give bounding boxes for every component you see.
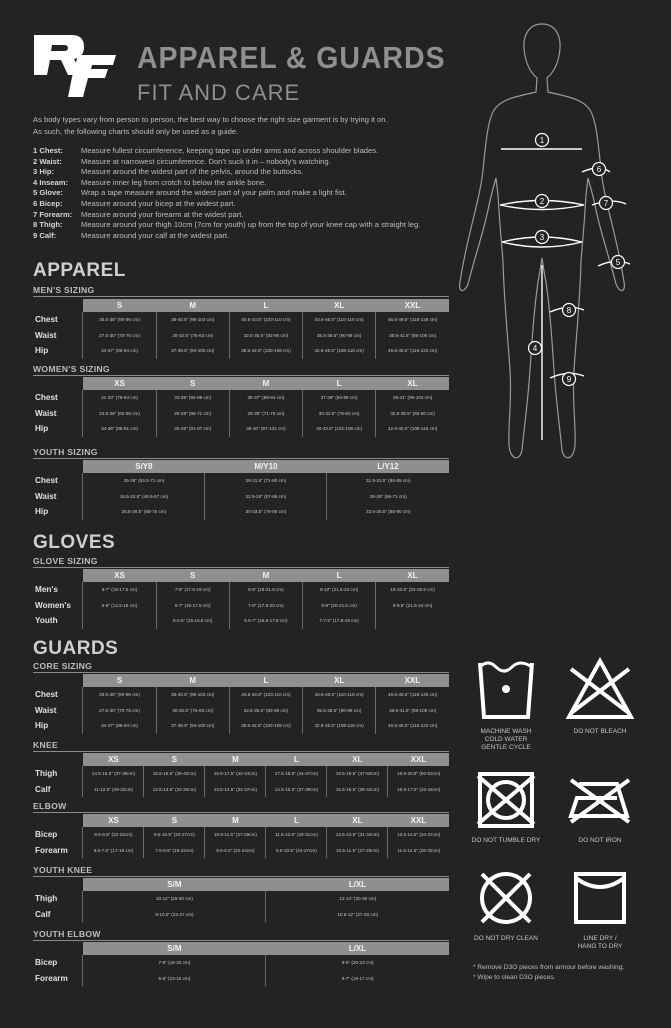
section-guards: GUARDS — [33, 638, 119, 659]
size-header: L — [229, 299, 302, 312]
no-dry-clean-icon — [474, 866, 538, 930]
size-cell: 10-10.5" (24-26.5 cm) — [376, 582, 449, 598]
youth-elbow-sizing-table — [33, 942, 449, 986]
size-header: L/XL — [266, 878, 449, 891]
row-label: Forearm — [35, 973, 68, 983]
size-header: XL — [376, 377, 449, 390]
youth-knee-sizing-table — [33, 878, 449, 922]
size-cell: 40.5-43.5" (103-110 cm) — [229, 312, 302, 328]
measurement-step — [33, 231, 420, 242]
row-label: Youth — [35, 616, 58, 626]
size-header: M — [205, 814, 266, 827]
size-header: XXL — [388, 753, 449, 766]
row-label: Men's — [35, 585, 58, 595]
size-cell: 27.5-30" (70-76 cm) — [83, 703, 156, 719]
marker-label: 2 — [539, 197, 545, 206]
size-cell: 35.5-38" (90-96 cm) — [83, 312, 156, 328]
size-cell: 9.5-10.5" (24-27cm) — [266, 843, 327, 859]
youth-sizing-table — [33, 460, 449, 520]
size-header: S — [156, 569, 229, 582]
size-cell: 13.5-14.5" (34-37cm) — [205, 782, 266, 798]
table-row — [33, 613, 449, 629]
size-header: L/Y12 — [327, 460, 449, 473]
divider — [33, 567, 449, 568]
size-cell: 40-42.5" (102-108 cm) — [303, 421, 376, 437]
table-row — [33, 582, 449, 598]
table-row — [33, 312, 449, 328]
table-row — [33, 955, 449, 971]
size-cell: 18.5-19.5" (47-50cm) — [327, 766, 388, 782]
marker-label: 3 — [539, 233, 545, 242]
size-cell: 15.5-16.5" (39-42cm) — [327, 782, 388, 798]
care-label — [550, 935, 650, 951]
size-cell: 9.5-10.5" (24-27cm) — [144, 827, 205, 843]
step-text: Measure around the widest part of the pelvis, around the buttocks. — [81, 167, 304, 177]
size-header: S — [144, 814, 205, 827]
core-sizing-title: CORE SIZING — [33, 661, 93, 671]
size-header: S/M — [83, 942, 266, 955]
size-cell: 8.5-9.5" (22-24cm) — [205, 843, 266, 859]
size-cell: 37-39.5" (94-100 cm) — [156, 718, 229, 734]
size-header: L/XL — [266, 942, 449, 955]
divider — [33, 296, 449, 297]
size-header: M — [205, 753, 266, 766]
size-cell: 28-30" (71-76 cm) — [229, 406, 302, 422]
row-label: Hip — [35, 721, 49, 731]
size-header: XXL — [376, 299, 449, 312]
size-cell: 19.5-22.5" (49.5-57 cm) — [83, 489, 205, 505]
size-cell: 35.5-38.5" (90-98 cm) — [303, 703, 376, 719]
size-header: XL — [376, 569, 449, 582]
size-cell: 16.5-17.5" (42-44cm) — [205, 766, 266, 782]
marker-label: 8 — [566, 306, 572, 315]
size-cell: 33.5-35.5" (85-90 cm) — [327, 504, 449, 520]
size-header: S/Y8 — [83, 460, 205, 473]
step-key: 1 Chest: — [33, 146, 63, 155]
size-cell: 6.5-7" (16.5-17.8 cm) — [229, 613, 302, 629]
size-cell: 39.5-42.5" (100-108 cm) — [229, 343, 302, 359]
size-cell: 32.5-35.5" (83-90 cm) — [376, 406, 449, 422]
size-cell: 10.5-11.5" (27-29cm) — [205, 827, 266, 843]
size-cell: 12.5-13.5" (32-34cm) — [144, 782, 205, 798]
size-cell: 27.5-30" (70-76 cm) — [83, 328, 156, 344]
table-row — [33, 891, 449, 907]
size-cell: 30-32.5" (76-83 cm) — [156, 328, 229, 344]
size-cell: 5-6" (13-15 cm) — [83, 971, 266, 987]
marker-label: 7 — [603, 199, 609, 208]
header-blank — [33, 299, 83, 312]
youth-knee-title: YOUTH KNEE — [33, 865, 93, 875]
row-label: Waist — [35, 408, 57, 418]
step-key: 4 Inseam: — [33, 177, 69, 187]
size-header: S — [156, 377, 229, 390]
size-cell: 7.5-8.5" (19-22cm) — [144, 843, 205, 859]
table-row — [33, 343, 449, 359]
size-cell: 38.5-41.5" (98-105 cm) — [376, 328, 449, 344]
size-cell: 45.5-48.5" (116-123 cm) — [376, 718, 449, 734]
table-row — [33, 782, 449, 798]
marker-label: 4 — [532, 344, 538, 353]
divider — [33, 458, 449, 459]
size-cell: 30-32.5" (76-83 cm) — [303, 406, 376, 422]
size-cell: 14.5-15.5" (37-39cm) — [266, 782, 327, 798]
row-label: Women's — [35, 600, 71, 610]
womens-sizing-table — [33, 377, 449, 437]
divider — [33, 672, 449, 673]
size-cell: 15.5-16.5" (39-42cm) — [144, 766, 205, 782]
size-cell: 22.5-26" (57-66 cm) — [205, 489, 327, 505]
row-label: Chest — [35, 393, 58, 403]
size-cell: 10-12" (25-30 cm) — [83, 891, 266, 907]
row-label: Hip — [35, 507, 49, 517]
size-cell: 34-37" (86-94 cm) — [83, 718, 156, 734]
table-row — [33, 827, 449, 843]
size-cell: 8-9" (19-21.5 cm) — [229, 582, 302, 598]
measurement-step — [33, 220, 420, 231]
row-label: Bicep — [35, 958, 58, 968]
row-label: Forearm — [35, 845, 68, 855]
race-face-logo — [32, 33, 118, 99]
row-label: Bicep — [35, 830, 58, 840]
divider — [33, 876, 449, 877]
divider — [33, 940, 449, 941]
size-cell: 26-28" (66-71 cm) — [156, 406, 229, 422]
size-cell: 19.5-20.5" (50-52cm) — [388, 766, 449, 782]
size-cell: 34-37" (86-94 cm) — [83, 343, 156, 359]
step-text: Measure around your thigh 10cm (7cm for youth) up from the top of your knee cap with a straight leg. — [81, 220, 421, 230]
size-cell: 9-10.5" (23-27 cm) — [83, 907, 266, 923]
table-row — [33, 504, 449, 520]
marker-label: 9 — [566, 375, 572, 384]
size-cell: 30-33.5" (76-85 cm) — [205, 504, 327, 520]
measurement-step — [33, 199, 420, 210]
table-row — [33, 718, 449, 734]
elbow-sizing-table — [33, 814, 449, 858]
measurement-step — [33, 188, 420, 199]
section-gloves: GLOVES — [33, 532, 116, 553]
size-cell: 43.5-46.5" (110-118 cm) — [303, 312, 376, 328]
size-header: L — [266, 814, 327, 827]
size-cell — [83, 613, 156, 629]
table-row — [33, 328, 449, 344]
intro-text — [33, 114, 388, 137]
care-label: DO NOT TUMBLE DRY — [471, 837, 541, 844]
divider — [33, 751, 449, 752]
size-cell: 45.5-48.5" (116-123 cm) — [376, 343, 449, 359]
size-cell: 42.5-45.5" (108-116 cm) — [303, 343, 376, 359]
size-cell: 13.5-14.5" (34-37cm) — [388, 827, 449, 843]
elbow-title: ELBOW — [33, 801, 67, 811]
size-header: M — [229, 569, 302, 582]
measurement-step — [33, 146, 420, 157]
size-cell: 32.5-35.5" (83-90 cm) — [229, 703, 302, 719]
care-no-iron — [550, 768, 650, 845]
care-label — [456, 728, 556, 752]
row-label: Chest — [35, 690, 58, 700]
size-cell: 6-7" (15-17.5 cm) — [156, 598, 229, 614]
row-label: Thigh — [35, 769, 58, 779]
step-key: 7 Forearm: — [33, 209, 73, 219]
care-no-tumble-dry — [456, 768, 556, 845]
size-header: XL — [303, 299, 376, 312]
header-blank — [33, 377, 83, 390]
intro-line: As body types vary from person to person, the best way to choose the right size garment is by trying it on. — [33, 115, 388, 124]
page-subtitle: FIT AND CARE — [137, 80, 301, 105]
size-cell — [376, 613, 449, 629]
care-label-line: GENTLE CYCLE — [481, 744, 531, 751]
intro-line: As such, the following charts should only be used as a guide. — [33, 126, 239, 136]
size-cell: 28-31.5" (71-80 cm) — [205, 473, 327, 489]
size-cell: 5-6" (12.5-15 cm) — [83, 598, 156, 614]
size-cell: 31.5-33.5" (80-85 cm) — [327, 473, 449, 489]
header-blank — [33, 814, 83, 827]
size-header: XS — [83, 569, 156, 582]
size-cell: 37-39.5" (94-100 cm) — [156, 343, 229, 359]
size-cell: 10.5-12" (27-30 cm) — [266, 907, 449, 923]
size-cell: 33-35" (84-89 cm) — [156, 390, 229, 406]
header-blank — [33, 460, 83, 473]
header-blank — [33, 569, 83, 582]
marker-label: 5 — [615, 258, 621, 267]
care-label: DO NOT IRON — [578, 837, 622, 844]
size-cell: 40.5-43.5" (103-110 cm) — [229, 687, 302, 703]
size-cell: 6.5-7.5" (17-19 cm) — [83, 843, 144, 859]
size-cell: 7-8" (17.5-19 cm) — [156, 582, 229, 598]
glove-sizing-title: GLOVE SIZING — [33, 556, 98, 566]
marker-label: 6 — [596, 165, 602, 174]
size-cell: 10.5-11.5" (27-29cm) — [327, 843, 388, 859]
size-cell: 9-9.5" (21.5-24 cm) — [376, 598, 449, 614]
size-cell: 43.5-46.5" (110-118 cm) — [303, 687, 376, 703]
step-text: Measure inner leg from crotch to below the ankle bone. — [81, 177, 267, 187]
size-cell: 7-8" (18-20 cm) — [83, 955, 266, 971]
care-label-line: HANG TO DRY — [577, 943, 623, 950]
size-cell: 25-28" (63.5-71 cm) — [83, 473, 205, 489]
size-cell: 39.5-42.5" (100-108 cm) — [229, 718, 302, 734]
size-header: XL — [327, 814, 388, 827]
row-label: Chest — [35, 476, 58, 486]
size-cell: 16.5-17.5" (42-44cm) — [388, 782, 449, 798]
size-cell: 36-38" (91-97 cm) — [156, 421, 229, 437]
size-cell: 12.5-13.5" (31-34cm) — [327, 827, 388, 843]
table-row — [33, 390, 449, 406]
size-cell: 38.5-41.5" (98-105 cm) — [376, 703, 449, 719]
header-blank — [33, 753, 83, 766]
mens-sizing-table — [33, 299, 449, 359]
size-cell: 26-28" (66-71 cm) — [327, 489, 449, 505]
size-header: XS — [83, 377, 156, 390]
step-text: Measure around your calf at the widest part. — [81, 230, 230, 240]
size-header: XXL — [376, 674, 449, 687]
size-cell: 35.5-38.5" (90-98 cm) — [303, 328, 376, 344]
size-cell: 24.5-26" (62-66 cm) — [83, 406, 156, 422]
divider — [33, 375, 449, 376]
divider — [33, 812, 449, 813]
header-blank — [33, 878, 83, 891]
header-blank — [33, 674, 83, 687]
care-label-line: LINE DRY / — [583, 935, 617, 942]
size-header: M — [156, 299, 229, 312]
body-measurement-figure — [450, 20, 650, 470]
step-text: Measure at narrowest circumference. Don’t suck it in – nobody’s watching. — [81, 156, 331, 166]
row-label: Hip — [35, 346, 49, 356]
size-cell: 14.5-15.5" (37-39cm) — [83, 766, 144, 782]
row-label: Waist — [35, 705, 57, 715]
size-cell: 17.5-18.5" (44-47cm) — [266, 766, 327, 782]
size-cell: 42.5-45.5" (108-116 cm) — [303, 718, 376, 734]
step-key: 5 Glove: — [33, 188, 63, 198]
mens-sizing-title: MEN'S SIZING — [33, 285, 95, 295]
size-header: S — [83, 299, 156, 312]
size-cell: 39-41" (99-104 cm) — [376, 390, 449, 406]
size-header: M — [229, 377, 302, 390]
care-notes — [473, 963, 624, 982]
table-row — [33, 703, 449, 719]
care-no-dry-clean — [456, 866, 556, 943]
step-text: Measure fullest circumference, keeping tape up under arms and across shoulder blades. — [81, 146, 379, 155]
size-cell: 6-6.5" (15-16.5 cm) — [156, 613, 229, 629]
size-header: S — [144, 753, 205, 766]
care-line-dry — [550, 866, 650, 951]
size-cell: 25.5-28.5" (68-76 cm) — [83, 504, 205, 520]
table-row — [33, 473, 449, 489]
row-label: Calf — [35, 784, 51, 794]
size-header: L — [266, 753, 327, 766]
step-text: Wrap a tape measure around the widest part of your palm and make a light fist. — [81, 188, 347, 198]
size-header: XXL — [388, 814, 449, 827]
youth-elbow-title: YOUTH ELBOW — [33, 929, 101, 939]
step-text: Measure around your bicep at the widest part. — [81, 198, 236, 208]
size-header: S/M — [83, 878, 266, 891]
row-label: Calf — [35, 909, 51, 919]
care-label: DO NOT BLEACH — [573, 728, 627, 735]
size-header: S — [83, 674, 156, 687]
size-header: XS — [83, 814, 144, 827]
size-cell: 38-40.5" (96-103 cm) — [156, 312, 229, 328]
machine-wash-icon — [474, 655, 538, 723]
note-line: * Wipe to clean D3O pieces. — [473, 973, 556, 981]
knee-sizing-table — [33, 753, 449, 797]
table-row — [33, 687, 449, 703]
table-row — [33, 766, 449, 782]
glove-sizing-table — [33, 569, 449, 629]
step-key: 9 Calf: — [33, 230, 57, 240]
size-header: XS — [83, 753, 144, 766]
size-cell: 42.5-45.5" (108-116 cm) — [376, 421, 449, 437]
care-machine-wash — [456, 655, 556, 752]
size-cell: 46.5-49.5" (118-126 cm) — [376, 687, 449, 703]
size-cell: 38-40.5" (96-103 cm) — [156, 687, 229, 703]
note-line: * Remove D3O pieces from armour before washing. — [473, 964, 625, 971]
care-label-line: COLD WATER — [484, 736, 528, 743]
size-cell: 6-7" (15-17 cm) — [266, 971, 449, 987]
size-cell: 11-12.5" (29-32cm) — [83, 782, 144, 798]
table-row — [33, 907, 449, 923]
womens-sizing-title: WOMEN'S SIZING — [33, 364, 110, 374]
row-label: Waist — [35, 491, 57, 501]
size-cell: 7-8" (17.5-20 cm) — [229, 598, 302, 614]
size-cell: 8-9" (20-23 cm) — [266, 955, 449, 971]
row-label: Chest — [35, 315, 58, 325]
knee-title: KNEE — [33, 740, 59, 750]
size-cell: 32.5-35.5" (83-90 cm) — [229, 328, 302, 344]
size-cell: 31-33" (79-84 cm) — [83, 390, 156, 406]
size-cell: 35-37" (89-94 cm) — [229, 390, 302, 406]
step-text: Measure around your forearm at the widest part. — [81, 209, 244, 219]
size-cell: 46.5-49.5" (118-126 cm) — [376, 312, 449, 328]
table-row — [33, 843, 449, 859]
row-label: Thigh — [35, 894, 58, 904]
size-cell: 37-39" (94-99 cm) — [303, 390, 376, 406]
size-header: L — [303, 569, 376, 582]
step-key: 3 Hip: — [33, 167, 55, 177]
table-row — [33, 971, 449, 987]
table-row — [33, 489, 449, 505]
size-header: XL — [327, 753, 388, 766]
line-dry-icon — [568, 866, 632, 930]
page-title: APPAREL & GUARDS — [137, 40, 446, 75]
care-no-bleach — [550, 655, 650, 736]
no-iron-icon — [565, 768, 635, 832]
size-header: L — [229, 674, 302, 687]
header-blank — [33, 942, 83, 955]
no-tumble-dry-icon — [474, 768, 538, 832]
size-cell: 34-36" (86-91 cm) — [83, 421, 156, 437]
size-header: L — [303, 377, 376, 390]
size-cell: 8-9" (20-21.5 cm) — [303, 598, 376, 614]
size-cell: 38-40" (97-102 cm) — [229, 421, 302, 437]
measurement-step — [33, 167, 420, 178]
table-row — [33, 406, 449, 422]
size-cell: 9-10" (21.5-24 cm) — [303, 582, 376, 598]
row-label: Hip — [35, 424, 49, 434]
measurement-steps — [33, 146, 420, 241]
care-label: DO NOT DRY CLEAN — [474, 935, 538, 942]
size-cell: 11.5-12.5" (29-32cm) — [388, 843, 449, 859]
size-cell: 6-7" (15-17.5 cm) — [83, 582, 156, 598]
measurement-step — [33, 210, 420, 221]
size-cell: 35.5-38" (90-96 cm) — [83, 687, 156, 703]
size-cell: 30-32.5" (76-83 cm) — [156, 703, 229, 719]
youth-sizing-title: YOUTH SIZING — [33, 447, 98, 457]
table-row — [33, 598, 449, 614]
no-bleach-icon — [565, 655, 635, 723]
table-row — [33, 421, 449, 437]
size-header: M — [156, 674, 229, 687]
size-cell: 8.5-9.5" (22-24cm) — [83, 827, 144, 843]
core-sizing-table — [33, 674, 449, 734]
measurement-step — [33, 178, 420, 189]
size-cell: 11.5-12.5" (29-31cm) — [266, 827, 327, 843]
size-cell: 7-7.5" (17.8-19 cm) — [303, 613, 376, 629]
care-label-line: MACHINE WASH — [480, 728, 532, 735]
step-key: 2 Waist: — [33, 156, 62, 166]
step-key: 8 Thigh: — [33, 220, 63, 230]
size-header: XL — [303, 674, 376, 687]
size-cell: 12-14" (30-36 cm) — [266, 891, 449, 907]
marker-label: 1 — [539, 136, 545, 145]
section-apparel: APPAREL — [33, 260, 126, 281]
row-label: Waist — [35, 330, 57, 340]
size-header: M/Y10 — [205, 460, 327, 473]
measurement-step — [33, 157, 420, 168]
step-key: 6 Bicep: — [33, 198, 63, 208]
